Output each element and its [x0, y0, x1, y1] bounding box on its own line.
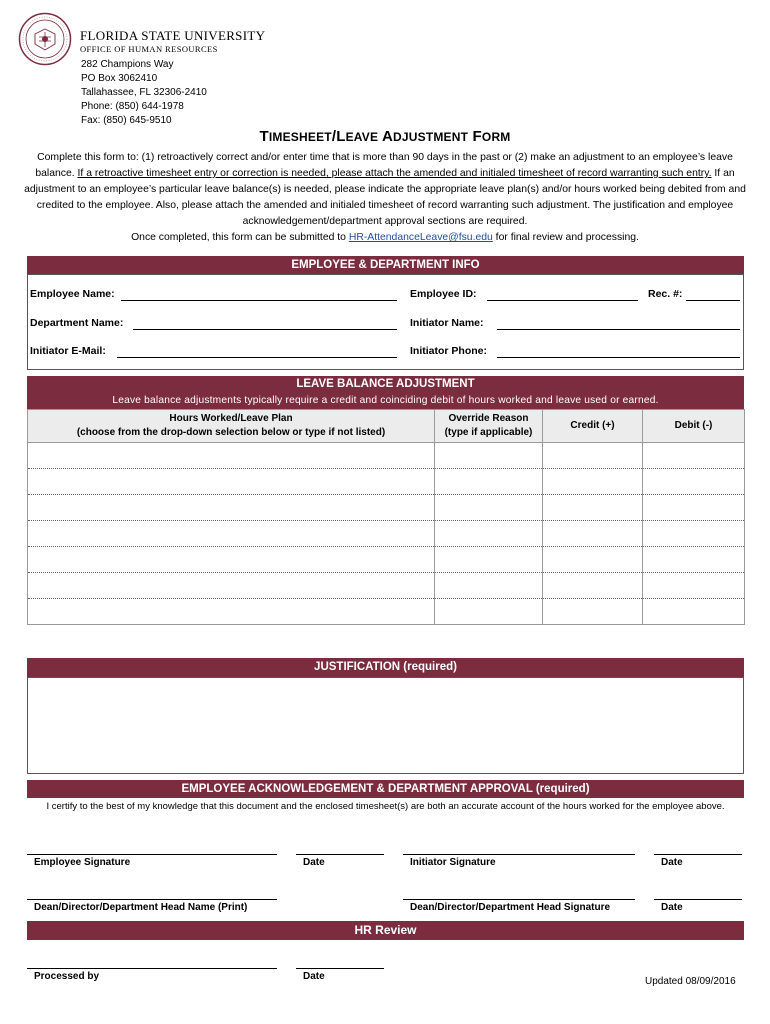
date-label: Date — [661, 857, 683, 868]
employee-info-box — [27, 274, 744, 370]
section-header-acknowledgement: EMPLOYEE ACKNOWLEDGEMENT & DEPARTMENT APPROVAL (required) — [27, 780, 744, 798]
address-line: 282 Champions Way — [81, 59, 174, 70]
debit-cell[interactable] — [643, 599, 745, 625]
col-header-credit: Credit (+) — [543, 410, 643, 443]
debit-cell[interactable] — [643, 521, 745, 547]
debit-cell[interactable] — [643, 443, 745, 469]
date-line[interactable] — [296, 854, 384, 855]
university-name: FLORIDA STATE UNIVERSITY — [80, 28, 266, 43]
date-line[interactable] — [296, 968, 384, 969]
leave-plan-cell[interactable] — [28, 443, 435, 469]
col-header-override-reason: Override Reason (type if applicable) — [435, 410, 543, 443]
initiator-email-field[interactable] — [117, 357, 397, 358]
employee-id-field[interactable] — [487, 300, 638, 301]
override-reason-cell[interactable] — [435, 521, 543, 547]
processed-by-label: Processed by — [34, 971, 100, 982]
intro-underlined-text: If a retroactive timesheet entry or correction is needed, please attach the amended and initialed timesheet of record warranting such entry. — [77, 168, 712, 179]
address-line: PO Box 3062410 — [81, 73, 158, 84]
override-reason-cell[interactable] — [435, 469, 543, 495]
leave-plan-cell[interactable] — [28, 521, 435, 547]
date-label: Date — [661, 902, 683, 913]
dean-signature-line[interactable] — [403, 899, 635, 900]
justification-textarea[interactable] — [27, 677, 744, 774]
phone-line: Phone: (850) 644-1978 — [81, 101, 184, 112]
section-header-leave — [27, 376, 744, 409]
override-reason-cell[interactable] — [435, 495, 543, 521]
fax-line: Fax: (850) 645-9510 — [81, 115, 172, 126]
override-reason-cell[interactable] — [435, 443, 543, 469]
leave-plan-cell[interactable] — [28, 573, 435, 599]
updated-date: Updated 08/09/2016 — [645, 976, 736, 987]
debit-cell[interactable] — [643, 547, 745, 573]
debit-cell[interactable] — [643, 573, 745, 599]
credit-cell[interactable] — [543, 495, 643, 521]
table-row — [28, 599, 745, 625]
date-label: Date — [303, 971, 325, 982]
initiator-signature-label: Initiator Signature — [410, 857, 496, 868]
dean-name-label: Dean/Director/Department Head Name (Print) — [34, 902, 248, 913]
debit-cell[interactable] — [643, 469, 745, 495]
section-header-justification: JUSTIFICATION (required) — [27, 658, 744, 677]
credit-cell[interactable] — [543, 547, 643, 573]
initiator-phone-label: Initiator Phone: — [410, 345, 487, 357]
initiator-name-field[interactable] — [497, 329, 740, 330]
credit-cell[interactable] — [543, 599, 643, 625]
leave-plan-cell[interactable] — [28, 495, 435, 521]
intro-text: Complete this form to: (1) retroactively correct and/or enter time that is more than 90 days in the past or (2) make an adjustment to an employee’s leave balance. If a retroactive timesheet entry or correction is needed, please attach the amended and initialed timesheet of record warranting such entry. If an adjustment to an employee’s particular leave balance(s) is needed, please indicate the appropriate leave plan(s) and/or hours worked being debited from and credited to the employee. Also, please attach the amended and initialed timesheet of record warranting such adjustment. The justification and employee acknowledgement/department approval sections are required. Once completed, this form can be submitted to HR-AttendanceLeave@fsu.edu for final review and processing. — [24, 152, 746, 243]
employee-name-label: Employee Name: — [30, 288, 115, 300]
fsu-seal-logo — [18, 12, 72, 66]
initiator-signature-line[interactable] — [403, 854, 635, 855]
employee-name-field[interactable] — [121, 300, 397, 301]
initiator-phone-field[interactable] — [497, 357, 740, 358]
table-row — [28, 495, 745, 521]
section-header-hr-review: HR Review — [27, 921, 744, 940]
dean-name-line[interactable] — [27, 899, 277, 900]
col-header-debit: Debit (-) — [643, 410, 745, 443]
dean-signature-label: Dean/Director/Department Head Signature — [410, 902, 611, 913]
leave-section-title: LEAVE BALANCE ADJUSTMENT — [296, 378, 475, 390]
table-row — [28, 469, 745, 495]
credit-cell[interactable] — [543, 521, 643, 547]
date-line[interactable] — [654, 854, 742, 855]
date-line[interactable] — [654, 899, 742, 900]
email-link[interactable]: HR-AttendanceLeave@fsu.edu — [348, 232, 493, 243]
col-header-leave-plan: Hours Worked/Leave Plan (choose from the drop-down selection below or type if not listed) — [28, 410, 435, 443]
department-name-field[interactable] — [133, 329, 397, 330]
employee-id-label: Employee ID: — [410, 288, 477, 300]
rec-label: Rec. #: — [648, 288, 683, 300]
form-title: TIMESHEET/LEAVE ADJUSTMENT FORM — [259, 128, 511, 145]
table-header-row — [28, 410, 745, 443]
debit-cell[interactable] — [643, 495, 745, 521]
table-row — [28, 547, 745, 573]
credit-cell[interactable] — [543, 573, 643, 599]
office-name: OFFICE OF HUMAN RESOURCES — [80, 44, 218, 54]
date-label: Date — [303, 857, 325, 868]
leave-plan-cell[interactable] — [28, 547, 435, 573]
initiator-name-label: Initiator Name: — [410, 317, 484, 329]
override-reason-cell[interactable] — [435, 573, 543, 599]
credit-cell[interactable] — [543, 443, 643, 469]
credit-cell[interactable] — [543, 469, 643, 495]
section-header-employee: EMPLOYEE & DEPARTMENT INFO — [27, 256, 744, 274]
processed-by-line[interactable] — [27, 968, 277, 969]
table-row — [28, 573, 745, 599]
table-row — [28, 521, 745, 547]
rec-field[interactable] — [686, 300, 740, 301]
table-row — [28, 443, 745, 469]
employee-signature-label: Employee Signature — [34, 857, 131, 868]
leave-section-note: Leave balance adjustments typically require a credit and coinciding debit of hours worked and leave used or earned. — [112, 395, 659, 406]
initiator-email-label: Initiator E-Mail: — [30, 345, 106, 357]
leave-adjustment-table — [27, 409, 745, 625]
employee-signature-line[interactable] — [27, 854, 277, 855]
leave-plan-cell[interactable] — [28, 469, 435, 495]
leave-plan-cell[interactable] — [28, 599, 435, 625]
address-line: Tallahassee, FL 32306-2410 — [81, 87, 207, 98]
department-name-label: Department Name: — [30, 317, 124, 329]
override-reason-cell[interactable] — [435, 547, 543, 573]
override-reason-cell[interactable] — [435, 599, 543, 625]
certification-text: I certify to the best of my knowledge that this document and the enclosed timesheet(s) are both an accurate account of the hours worked for the employee above. — [46, 801, 725, 812]
